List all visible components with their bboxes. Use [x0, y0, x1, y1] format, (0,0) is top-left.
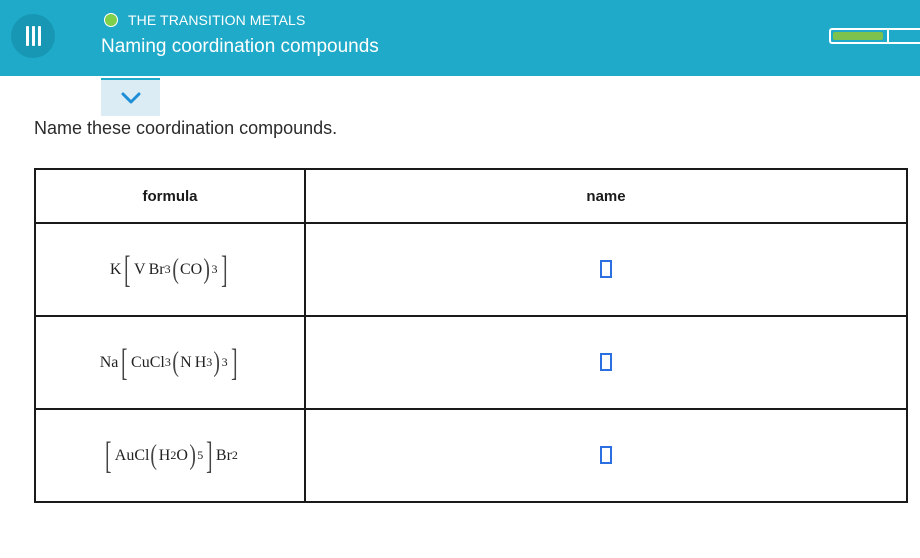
formula-column-header: formula [35, 169, 305, 223]
chemical-formula: [ Au Cl ( H 2 O ) 5 ] Br 2 [105, 434, 238, 477]
formula-cell [35, 223, 305, 316]
chemical-formula: Na [ Cu Cl 3 ( N H 3 ) 3 ] [99, 341, 238, 384]
formula-cell [35, 409, 305, 502]
top-bar [0, 0, 920, 76]
hamburger-menu-icon [26, 26, 29, 46]
name-answer-cell [305, 409, 907, 502]
table-row [35, 223, 907, 316]
table-row [35, 316, 907, 409]
chemical-formula: K [ V Br 3 ( C O ) 3 ] [109, 248, 227, 291]
page-title: Naming coordination compounds [101, 36, 379, 57]
topic-status-dot [104, 13, 118, 27]
progress-bar [829, 28, 920, 44]
name-column-header: name [305, 169, 907, 223]
answer-input[interactable] [600, 260, 612, 278]
chevron-down-icon [121, 92, 141, 104]
instruction-text: Name these coordination compounds. [34, 118, 338, 138]
formula-cell [35, 316, 305, 409]
table-row [35, 409, 907, 502]
collapse-button[interactable] [101, 78, 160, 116]
menu-button[interactable] [11, 14, 55, 58]
answer-input[interactable] [600, 353, 612, 371]
answer-input[interactable] [600, 446, 612, 464]
topic-label: THE TRANSITION METALS [128, 12, 306, 28]
name-answer-cell [305, 316, 907, 409]
compounds-table [34, 168, 908, 503]
progress-fill [833, 32, 883, 40]
name-answer-cell [305, 223, 907, 316]
table-header-row [35, 169, 907, 223]
